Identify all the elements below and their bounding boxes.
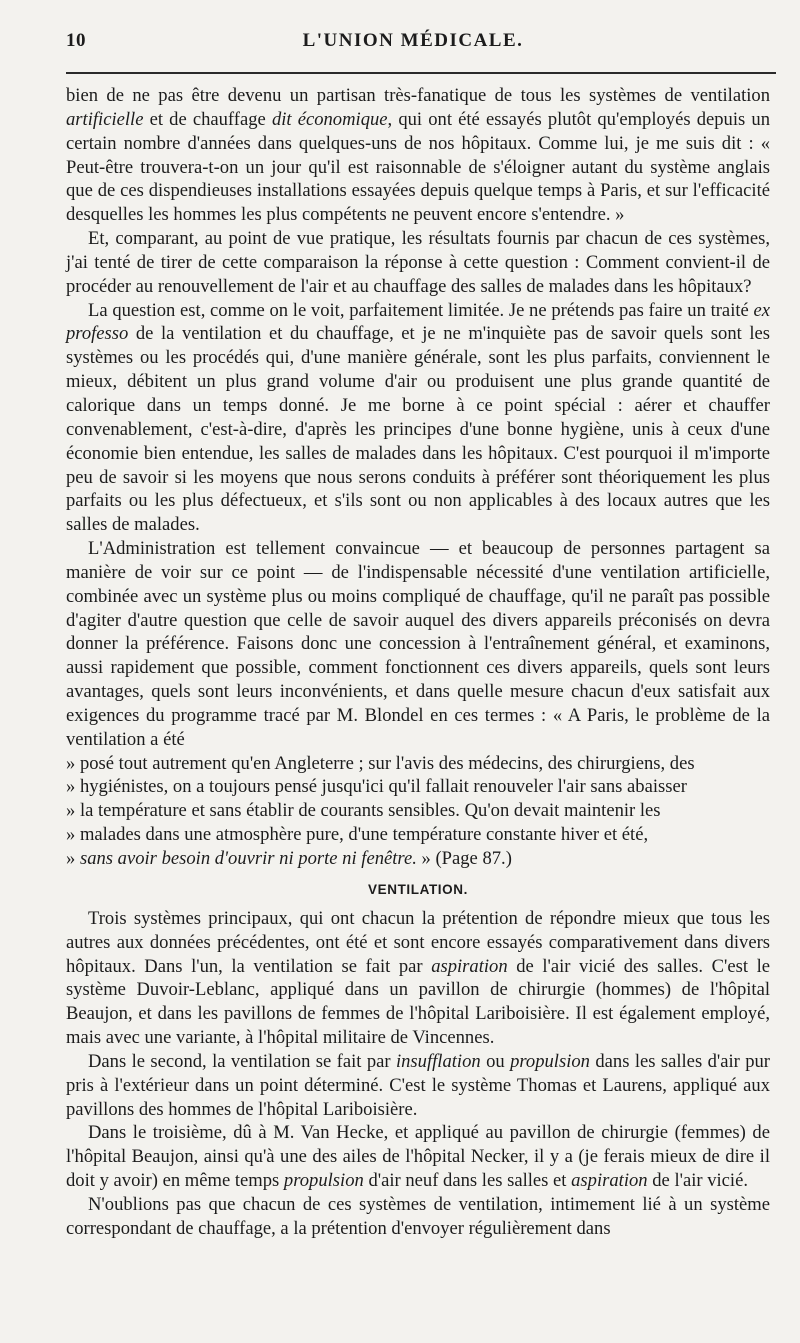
- section-heading: VENTILATION.: [368, 881, 468, 897]
- paragraph-3: La question est, comme on le voit, parfaitement limitée. Je ne prétends pas faire un traité ex professo de la ventilation et du chauffage, et je ne m'inquiète pas de savoir quels sont les systèmes ou les procédés qui, d'une manière générale, sont les plus parfaits, conviennent le mieux, débitent un plus grand volume d'air ou produisent une plus grande quantité de calorique dans un temps donné. Je me borne à ce point spécial : aérer et chauffer convenablement, c'est-à-dire, d'après les principes d'une bonne hygiène, unis à ceux d'une économie bien entendue, les salles de malades dans les hôpitaux. C'est pourquoi il m'importe peu de savoir si les moyens que nous serons conduits à préférer sont théoriquement les plus parfaits ou les plus défectueux, et s'ils sont ou non applicables à des locaux autres que les salles de malades.: [66, 299, 770, 536]
- paragraph-2: Et, comparant, au point de vue pratique, les résultats fournis par chacun de ces systèmes, j'ai tenté de tirer de cette comparaison la réponse à cette question : Comment convient-il de procéder au renouvellement de l'air et au chauffage des salles de malades dans les hôpitaux?: [66, 228, 770, 297]
- paragraph-5: Trois systèmes principaux, qui ont chacun la prétention de répondre mieux que tous les autres aux données précédentes, ont été et sont encore essayés comparativement dans divers hôpitaux. Dans l'un, la ventilation se fait par aspiration de l'air vicié des salles. C'est le système Duvoir-Leblanc, appliqué dans un pavillon de chirurgie (hommes) de l'hôpital Beaujon, et dans les pavillons de femmes de l'hôpital Lariboisière. Il est également employé, mais avec une variante, à l'hôpital militaire de Vincennes.: [66, 907, 771, 1049]
- paragraph-8: N'oublions pas que chacun de ces systèmes de ventilation, intimement lié à un système correspondant de chauffage, a la prétention d'envoyer régulièrement dans: [66, 1193, 770, 1239]
- article-body: [66, 84, 770, 1241]
- header-rule: [66, 72, 776, 74]
- paragraph-7: Dans le troisième, dû à M. Van Hecke, et appliqué au pavillon de chirurgie (femmes) de l'hôpital Beaujon, ainsi qu'à une des ailes de l'hôpital Necker, il y a (je ferais mieux de dire il doit y avoir) en même temps propulsion d'air neuf dans les salles et aspiration de l'air vicié.: [66, 1122, 770, 1192]
- quote-line-5: » sans avoir besoin d'ouvrir ni porte ni fenêtre. » (Page 87.): [66, 848, 512, 869]
- page-number: 10: [66, 30, 86, 51]
- quote-line-4: » malades dans une atmosphère pure, d'une température constante hiver et été,: [66, 824, 649, 846]
- paragraph-6: Dans le second, la ventilation se fait par insufflation ou propulsion dans les salles d'air pur pris à l'extérieur dans un point déterminé. C'est le système Thomas et Laurens, appliqué aux pavillons des hommes de l'hôpital Lariboisière.: [66, 1050, 770, 1120]
- running-header: [66, 30, 760, 64]
- quote-line-1: » posé tout autrement qu'en Angleterre ; sur l'avis des médecins, des chirurgiens, des: [66, 752, 695, 774]
- quote-line-3: » la température et sans établir de courants sensibles. Qu'on devait maintenir les: [66, 800, 661, 822]
- quote-line-2: » hygiénistes, on a toujours pensé jusqu'ici qu'il fallait renouveler l'air sans abaisser: [66, 776, 687, 798]
- paragraph-1: bien de ne pas être devenu un partisan très-fanatique de tous les systèmes de ventilation artificielle et de chauffage dit économique, qui ont été essayés plutôt qu'employés depuis un certain nombre d'années dans quelques-uns de nos hôpitaux. Comme lui, je me suis dit : « Peut-être trouvera-t-on un jour qu'il est raisonnable de s'éloigner autant du système anglais que de ces dispendieuses installations essayées depuis quelque temps à Paris, et sur l'efficacité desquelles les hommes les plus compétents ne peuvent encore s'entendre. »: [66, 85, 770, 226]
- paragraph-4: L'Administration est tellement convaincue — et beaucoup de personnes partagent sa manière de voir sur ce point — de l'indispensable nécessité d'une ventilation artificielle, combinée avec un système plus ou moins compliqué de chauffage, qu'il ne paraît pas possible d'agiter d'autre question que celle de savoir auquel des divers appareils préconisés on devra donner la préférence. Faisons donc une concession à l'entraînement général, et examinons, aussi rapidement que possible, comment fonctionnent ces divers appareils, quels sont leurs avantages, quels sont leurs inconvénients, et dans quelle mesure chacun d'eux satisfait aux exigences du programme tracé par M. Blondel en ces termes : « A Paris, le problème de la ventilation a été: [66, 538, 770, 750]
- journal-title: L'UNION MÉDICALE.: [302, 30, 524, 51]
